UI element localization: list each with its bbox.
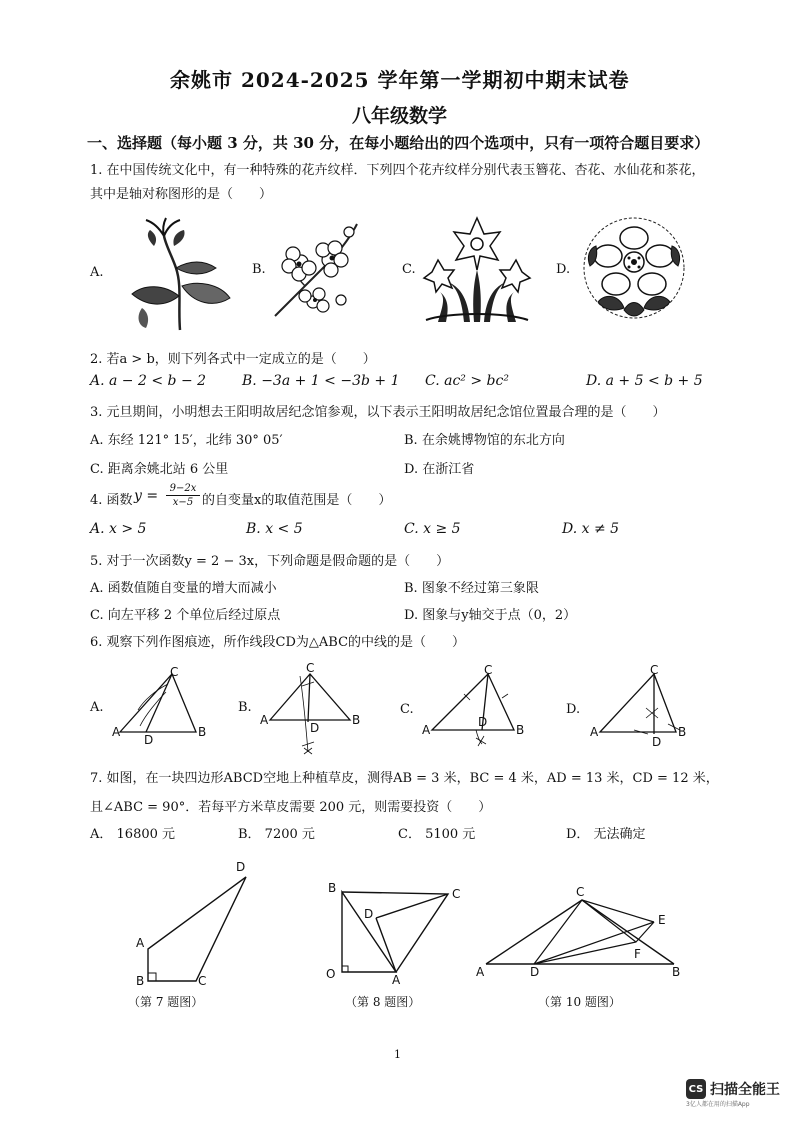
q4-stem-pre: 4. 函数 (90, 493, 133, 508)
q7-option-b: B． 7200 元 (238, 827, 315, 842)
q6c-label-b: B (516, 723, 525, 737)
fig8-label-a: A (392, 973, 401, 987)
q4-stem-post: 的自变量x的取值范围是（ ） (202, 493, 392, 508)
q6-option-b-label: B. (238, 700, 252, 715)
q6c-label-a: A (422, 723, 431, 737)
q6-option-a-label: A. (90, 700, 104, 715)
camscanner-logo-icon: CS (686, 1079, 706, 1099)
fig8-label-c: C (452, 887, 461, 901)
fig7-label-a: A (136, 936, 145, 950)
q6a-label-c: C (170, 665, 179, 679)
q4-option-a: A. x > 5 (90, 521, 147, 537)
flower-d-image (576, 212, 692, 324)
section-heading: 一、选择题（每小题 3 分，共 30 分，在每小题给出的四个选项中，只有一项符合题目要求） (87, 134, 710, 152)
q6d-label-b: B (678, 725, 687, 739)
flower-b-image (265, 216, 369, 324)
flower-a-image (124, 216, 236, 334)
flower-c-image (418, 212, 536, 324)
q4-numerator: 9−2x (166, 482, 200, 496)
q3-option-c: C. 距离余姚北站 6 公里 (90, 462, 229, 477)
q2-option-a: A. a − 2 < b − 2 (90, 373, 207, 389)
q2-option-d: D. a + 5 < b + 5 (586, 373, 703, 389)
scanner-brand (686, 1079, 780, 1099)
q6d-label-a: A (590, 725, 599, 739)
q5-stem: 5. 对于一次函数y = 2 − 3x，下列命题是假命题的是（ ） (90, 554, 450, 569)
q1-line1: 1. 在中国传统文化中，有一种特殊的花卉纹样．下列四个花卉纹样分别代表玉簪花、杏花、水仙花和茶花， (90, 163, 705, 178)
fig8-label-d: D (364, 907, 374, 921)
q5-option-d: D. 图象与y轴交于点（0，2） (404, 608, 577, 623)
q6b-label-c: C (306, 661, 315, 675)
q4-y-eq: y = (134, 488, 159, 504)
q7-line1: 7. 如图，在一块四边形ABCD空地上种植草皮，测得AB = 3 米，BC = 4 米，AD = 13 米，CD = 12 米， (90, 771, 719, 786)
q4-option-c: C. x ≥ 5 (404, 521, 461, 537)
q6-diagram-d (588, 664, 692, 748)
q6a-label-b: B (198, 725, 207, 739)
q4-denominator: x−5 (172, 497, 194, 508)
fig10-label-f: F (634, 947, 641, 961)
brand-name: 扫描全能王 (710, 1082, 780, 1098)
q2-stem: 2. 若a > b，则下列各式中一定成立的是（ ） (90, 352, 376, 367)
fig10-label-c: C (576, 885, 585, 899)
q6d-label-c: C (650, 663, 659, 677)
q6b-label-d: D (310, 721, 320, 735)
q1-option-d-label: D. (556, 262, 571, 277)
fig10-label-b: B (672, 965, 681, 979)
q3-stem: 3. 元旦期间，小明想去王阳明故居纪念馆参观，以下表示王阳明故居纪念馆位置最合理的是（ ） (90, 405, 666, 420)
q6-diagram-c (420, 664, 526, 746)
q2-option-c: C. ac² > bc² (425, 373, 509, 389)
q4-option-d: D. x ≠ 5 (562, 521, 620, 537)
q6-diagram-a (110, 664, 210, 746)
figure-10-caption: （第 10 题图） (538, 995, 621, 1009)
q6b-label-a: A (260, 713, 269, 727)
scanner-watermark (686, 1079, 780, 1108)
q5-option-a: A. 函数值随自变量的增大而减小 (90, 581, 277, 596)
q6b-label-b: B (352, 713, 361, 727)
q7-line2: 且∠ABC = 90°．若每平方米草皮需要 200 元，则需要投资（ ） (90, 800, 492, 815)
fig7-label-d: D (236, 860, 246, 874)
exam-title: 余姚市 2024-2025 学年第一学期初中期末试卷 (170, 68, 630, 92)
q7-option-d: D． 无法确定 (566, 827, 646, 842)
q3-option-d: D. 在浙江省 (404, 462, 475, 477)
fig7-label-c: C (198, 974, 207, 988)
q1-option-c-label: C. (402, 262, 416, 277)
q6a-label-d: D (144, 733, 154, 747)
q1-option-b-label: B. (252, 262, 266, 277)
fig7-label-b: B (136, 974, 145, 988)
figure-8-caption: （第 8 题图） (345, 995, 421, 1009)
page-number: 1 (394, 1048, 401, 1061)
q5-option-b: B. 图象不经过第三象限 (404, 581, 539, 596)
q6c-label-c: C (484, 663, 493, 677)
figure-7 (128, 855, 258, 987)
q6a-label-a: A (112, 725, 121, 739)
brand-tagline: 3亿人都在用的扫描App (686, 1101, 750, 1108)
figure-10 (474, 884, 694, 980)
q7-option-c: C． 5100 元 (398, 827, 476, 842)
q7-option-a: A． 16800 元 (90, 827, 176, 842)
q1-line2: 其中是轴对称图形的是（ ） (90, 187, 273, 202)
q4-fraction (166, 482, 200, 509)
q6-stem: 6. 观察下列作图痕迹，所作线段CD为△ABC的中线的是（ ） (90, 635, 466, 650)
fig10-label-d: D (530, 965, 540, 979)
figure-8 (318, 880, 468, 988)
q2-option-b: B. −3a + 1 < −3b + 1 (242, 373, 400, 389)
fig10-label-a: A (476, 965, 485, 979)
q6-option-c-label: C. (400, 702, 414, 717)
exam-subtitle: 八年级数学 (352, 105, 448, 127)
fig10-label-e: E (658, 913, 666, 927)
q1-option-a-label: A. (90, 265, 104, 280)
q4-option-b: B. x < 5 (246, 521, 303, 537)
q6d-label-d: D (652, 735, 662, 749)
figure-7-caption: （第 7 题图） (128, 995, 204, 1009)
q6-diagram-b (258, 661, 361, 754)
q6c-label-d: D (478, 715, 488, 729)
q5-option-c: C. 向左平移 2 个单位后经过原点 (90, 608, 281, 623)
q3-option-a: A. 东经 121° 15′，北纬 30° 05′ (90, 433, 283, 448)
q3-option-b: B. 在余姚博物馆的东北方向 (404, 433, 565, 448)
fig8-label-b: B (328, 881, 337, 895)
fig8-label-o: O (326, 967, 336, 981)
q6-option-d-label: D. (566, 702, 581, 717)
